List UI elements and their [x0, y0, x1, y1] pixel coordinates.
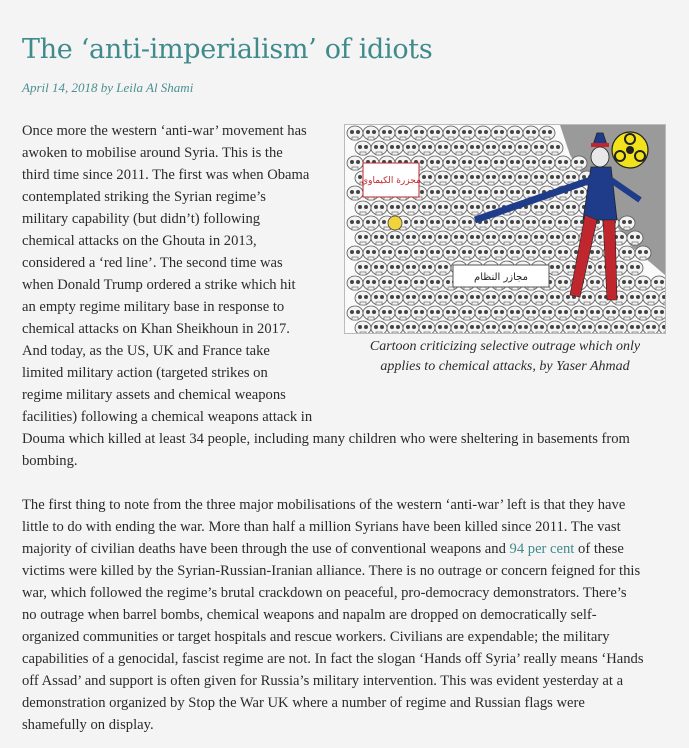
paragraph-1: [22, 120, 677, 472]
svg-text:مجازر النظام: مجازر النظام: [474, 272, 528, 283]
paragraph-line: facilities) following a chemical weapons attack in: [22, 409, 313, 425]
paragraph-line: when Donald Trump ordered a strike which hit: [22, 277, 296, 293]
paragraph-line: demonstration organized by Stop the War UK where a number of regime and Russian flags were: [22, 695, 585, 711]
paragraph-line: regime military assets and chemical weapons: [22, 387, 286, 403]
byline: [22, 80, 193, 96]
paragraph-line: shamefully on display.: [22, 717, 154, 733]
paragraph-line: The first thing to note from the three major mobilisations of the western ‘anti-war’ left is that they have: [22, 497, 626, 513]
byline-date[interactable]: April 14, 2018: [22, 80, 98, 95]
paragraph-line: chemical attacks on the Ghouta in 2013,: [22, 233, 257, 249]
statistic-link[interactable]: 94 per cent: [509, 541, 575, 557]
paragraph-line: awoken to mobilise around Syria. This is the: [22, 145, 283, 161]
paragraph-line: contemplated striking the Syrian regime’s: [22, 189, 266, 205]
paragraph-line: Douma which killed at least 34 people, including many children who were sheltering in basements from: [22, 431, 630, 447]
paragraph-line: victims were killed by the Syrian-Russian-Iranian alliance. There is no outrage or concern feigned for this: [22, 563, 641, 579]
paragraph-2: [22, 494, 677, 736]
paragraph-line: considered a ‘red line’. The second time was: [22, 255, 283, 271]
text-segment: majority of civilian deaths have been through the use of conventional weapons and: [22, 541, 510, 557]
paragraph-line: off Assad’ and support is often given for Russia’s military intervention. This was evident yesterday at a: [22, 673, 624, 689]
paragraph-line: And today, as the US, UK and France take: [22, 343, 270, 359]
paragraph-line: bombing.: [22, 453, 78, 469]
text-segment: of these: [574, 541, 624, 557]
article-title: The ‘anti-imperialism’ of idiots: [22, 34, 433, 65]
byline-author[interactable]: Leila Al Shami: [116, 80, 194, 95]
paragraph-line: third time since 2011. The first was when Obama: [22, 167, 310, 183]
paragraph-line: no outrage when barrel bombs, chemical weapons and napalm are dropped on democratically self-: [22, 607, 597, 623]
paragraph-line: limited military action (targeted strikes on: [22, 365, 268, 381]
svg-text:مجزرة الكيماوي: مجزرة الكيماوي: [361, 176, 421, 186]
paragraph-line: [22, 538, 677, 560]
paragraph-line: capabilities of a genocidal, fascist regime are not. In fact the slogan ‘Hands off Syria’ really means ‘Hands: [22, 651, 644, 667]
caption-line: Cartoon criticizing selective outrage which only: [369, 339, 641, 354]
paragraph-line: military capability (but didn’t) following: [22, 211, 261, 227]
paragraph-line: Once more the western ‘anti-war’ movement has: [22, 123, 307, 139]
paragraph-line: little to do with ending the war. More than half a million Syrians have been killed since 2011. The vast: [22, 519, 621, 535]
paragraph-line: chemical attacks on Khan Sheikhoun in 2017.: [22, 321, 290, 337]
caption-line: applies to chemical attacks, by Yaser Ahmad: [380, 359, 630, 374]
byline-separator: by: [97, 80, 117, 95]
paragraph-line: organized communities or target hospitals and rescue workers. Civilians are expendable; the military: [22, 629, 610, 645]
paragraph-line: war, which followed the regime’s brutal crackdown on peaceful, pro-democracy demonstrators. There’s: [22, 585, 627, 601]
paragraph-line: an empty regime military base in response to: [22, 299, 285, 315]
